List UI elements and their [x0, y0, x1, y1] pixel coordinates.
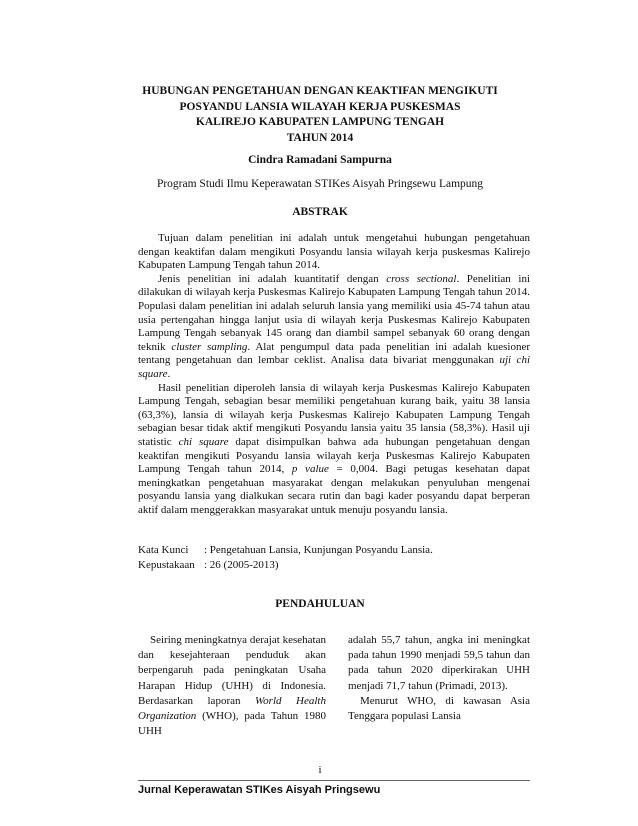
- keywords-value: : Pengetahuan Lansia, Kunjungan Posyandu Lansia.: [204, 544, 433, 556]
- page-number: i: [318, 764, 322, 776]
- references-label: Kepustakaan: [138, 559, 195, 571]
- footer-rule: [138, 780, 530, 781]
- keywords-label: Kata Kunci: [138, 544, 189, 556]
- references-row: [138, 558, 530, 573]
- journal-footer: Jurnal Keperawatan STIKes Aisyah Pringsewu: [138, 784, 381, 796]
- author-affiliation: Program Studi Ilmu Keperawatan STIKes Aisyah Pringsewu Lampung: [156, 178, 484, 190]
- abstract-body: [138, 232, 530, 517]
- intro-left-paragraph: Seiring meningkatnya derajat kesehatan dan kesejahteraan penduduk akan berpengaruh pada peningkatan Usaha Harapan Hidup (UHH) di Indonesia. Berdasarkan laporan World Health Organization (WHO), pada Tahun 1980 UHH: [138, 634, 326, 738]
- intro-right-paragraph-1: adalah 55,7 tahun, angka ini meningkat pada tahun 1990 menjadi 59,5 tahun dan pada tahun 2020 diperkirakan UHH menjadi 71,7 tahun (Primadi, 2013).: [348, 634, 530, 692]
- intro-column-right: [348, 633, 530, 724]
- keywords-row: [138, 543, 530, 558]
- author-name: Cindra Ramadani Sampurna: [248, 154, 392, 166]
- intro-right-paragraph-2: Menurut WHO, di kawasan Asia Tenggara populasi Lansia: [348, 694, 530, 723]
- paper-title: [120, 84, 520, 146]
- intro-column-left: [138, 633, 326, 739]
- keywords-block: [138, 543, 530, 573]
- references-value: : 26 (2005-2013): [204, 559, 279, 571]
- abstract-paragraph-2: Jenis penelitian ini adalah kuantitatif dengan cross sectional. Penelitian ini dilakukan di wilayah kerja Puskesmas Kalirejo Kabupaten Lampung Tengah tahun 2014. Populasi dalam penelitian ini adalah seluruh lansia yang memiliki usia 45-74 tahun atau usia pertengahan hingga lanjut usia di wilayah kerja Puskesmas Kalirejo Kabupaten Lampung Tengah sebanyak 145 orang dan diambil sampel sebanyak 60 orang dengan teknik cluster sampling. Alat pengumpul data pada penelitian ini adalah kuesioner tentang pengetahuan dan lembar ceklist. Analisa data bivariat menggunakan uji chi square.: [138, 272, 530, 380]
- title-line-3: KALIREJO KABUPATEN LAMPUNG TENGAH: [195, 116, 445, 128]
- title-line-2: POSYANDU LANSIA WILAYAH KERJA PUSKESMAS: [179, 100, 461, 113]
- intro-heading: PENDAHULUAN: [275, 598, 365, 610]
- title-line-1: HUBUNGAN PENGETAHUAN DENGAN KEAKTIFAN MENGIKUTI: [142, 85, 498, 97]
- title-line-4: TAHUN 2014: [286, 131, 354, 144]
- abstract-paragraph-1: Tujuan dalam penelitian ini adalah untuk mengetahui hubungan pengetahuan dengan keaktifan dalam mengikuti Posyandu lansia wilayah kerja puskesmas Kalirejo Kabupaten Lampung Tengah tahun 2014.: [138, 232, 530, 272]
- abstract-paragraph-3: Hasil penelitian diperoleh lansia di wilayah kerja Puskesmas Kalirejo Kabupaten Lampung Tengah, sebagian besar memiliki pengetahuan kurang baik, yaitu 38 lansia (63,3%), lansia di wilayah kerja Puskesmas Kalirejo Kabupaten Lampung Tengah sebagian besar tidak aktif mengikuti Posyandu lansia yaitu 35 lansia (58,3%). Hasil uji statistic chi square dapat disimpulkan bahwa ada hubungan pengetahuan dengan keaktifan mengikuti Posyandu lansia wilayah kerja Puskesmas Kalirejo Kabupaten Lampung Tengah tahun 2014, p value = 0,004. Bagi petugas kesehatan dapat meningkatkan pengetahuan masyarakat dengan melakukan penyuluhan mengenai posyandu lansia yang dialkukan secara rutin dan bagi kader posyandu dapat berperan aktif dalam menggerakkan masyarakat untuk menuju posyandu lansia.: [138, 381, 530, 516]
- abstract-heading: ABSTRAK: [292, 206, 348, 218]
